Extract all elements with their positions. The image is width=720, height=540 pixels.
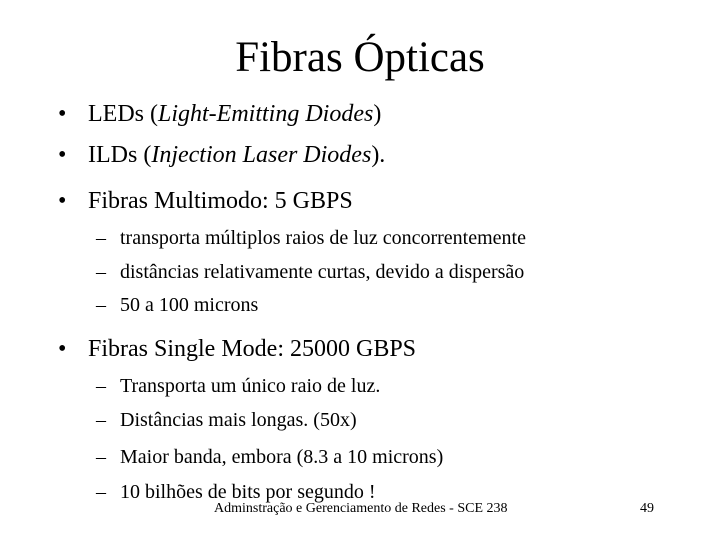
bullet-marker: • bbox=[58, 142, 67, 168]
subitem-text: Transporta um único raio de luz. bbox=[120, 375, 381, 397]
subitem-text: Distâncias mais longas. (50x) bbox=[120, 409, 357, 431]
bullet-marker: • bbox=[58, 101, 67, 127]
singlemode-subitem bbox=[96, 407, 357, 433]
subitem-text: distâncias relativamente curtas, devido a dispersão bbox=[120, 261, 525, 283]
subitem-text: Maior banda, embora (8.3 a 10 microns) bbox=[120, 446, 444, 468]
dash-marker: – bbox=[96, 375, 106, 397]
bullet-text: ILDs ( bbox=[88, 142, 152, 168]
slide-title: Fibras Ópticas bbox=[235, 34, 485, 81]
bullet-leds bbox=[58, 99, 381, 129]
page-number: 49 bbox=[640, 501, 654, 516]
singlemode-subitem bbox=[96, 444, 443, 470]
subitem-text: transporta múltiplos raios de luz concorrentemente bbox=[120, 227, 526, 249]
bullet-singlemode bbox=[58, 334, 416, 364]
bullet-ilds bbox=[58, 140, 385, 170]
subitem-text: 10 bilhões de bits por segundo ! bbox=[120, 481, 376, 503]
bullet-multimode bbox=[58, 186, 353, 216]
bullet-text-end: ). bbox=[371, 142, 386, 168]
subitem-text: 50 a 100 microns bbox=[120, 294, 259, 316]
dash-marker: – bbox=[96, 446, 106, 468]
footer-text: Adminstração e Gerenciamento de Redes - SCE 238 bbox=[214, 501, 508, 516]
multimode-subitem bbox=[96, 259, 524, 285]
dash-marker: – bbox=[96, 409, 106, 431]
bullet-marker: • bbox=[58, 188, 67, 214]
bullet-text-end: ) bbox=[373, 101, 382, 127]
singlemode-subitem bbox=[96, 373, 380, 399]
bullet-italic-text: Light-Emitting Diodes bbox=[157, 101, 374, 127]
dash-marker: – bbox=[96, 261, 106, 283]
bullet-marker: • bbox=[58, 336, 67, 362]
multimode-subitem bbox=[96, 292, 258, 318]
bullet-text: Fibras Multimodo: 5 GBPS bbox=[88, 188, 353, 214]
dash-marker: – bbox=[96, 481, 106, 503]
multimode-subitem bbox=[96, 225, 526, 251]
bullet-text: LEDs ( bbox=[88, 101, 158, 127]
bullet-text: Fibras Single Mode: 25000 GBPS bbox=[88, 336, 417, 362]
dash-marker: – bbox=[96, 227, 106, 249]
dash-marker: – bbox=[96, 294, 106, 316]
bullet-italic-text: Injection Laser Diodes bbox=[151, 142, 372, 168]
